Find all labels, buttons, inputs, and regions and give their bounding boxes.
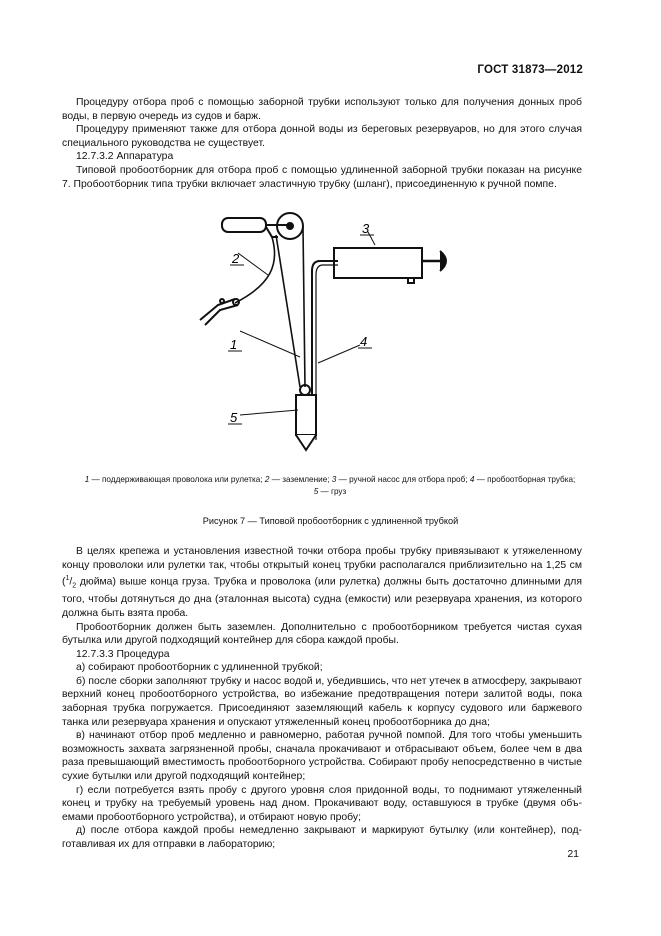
list-item: г) если потребуется взять пробу с другого уровня слоя придонной воды, то поднимают утяжеленный конец и трубку на требуемый уровень над дном. Прокачивают воду, оставшуюся в трубке (двумя объемами пробоотборного устройства), и отбирают новую пробу; <box>62 784 582 823</box>
label-1: 1 <box>230 337 238 352</box>
standard-header: ГОСТ 31873—2012 <box>477 64 583 76</box>
paragraph: Процедуру отбора проб с помощью заборной трубки используют только для получения донных проб воды, в первую очередь из судов и барж. <box>62 97 582 122</box>
leader-2 <box>238 253 268 275</box>
weight <box>296 395 316 435</box>
paragraph: Пробоотборник должен быть заземлен. Дополнительно с пробоотборником требуется чистая сухая бутылка или другой подходящий контейнер для сбора каждой пробы. <box>62 621 582 647</box>
fraction-den: 2 <box>72 582 77 590</box>
legend-text: — заземление; <box>269 475 332 484</box>
label-3: 3 <box>362 221 370 236</box>
section-heading: 12.7.3.2 Аппаратура <box>76 151 174 163</box>
text-run: дюйма) выше конца груза. Трубка и проволока (или рулетка) должны быть достаточно длинными для того, чтобы дотянуться до дна (эталонная высота) судна (емкости) или резервуара хранения, из которого должна быть взята проба. <box>62 576 582 619</box>
sampler-figure <box>160 205 470 470</box>
fraction-slash: / <box>69 576 73 588</box>
label-4: 4 <box>360 334 368 349</box>
paragraph: Процедуру применяют также для отбора донной воды из береговых резервуаров, но для этого случая специального руководства не существует. <box>62 124 582 149</box>
fraction-num: 1 <box>65 575 70 583</box>
section-heading: 12.7.3.3 Процедура <box>76 648 170 660</box>
leader-5 <box>240 410 298 415</box>
paragraph: Типовой пробоотборник для отбора проб с помощью удлиненной заборной трубки показан на рисунке 7. Пробоотборник типа трубки включает эластичную трубку (шланг), присоединенную к ручной помпе. <box>62 164 582 190</box>
paragraph-attach <box>62 545 582 621</box>
legend-text: — пробоотборная трубка; <box>474 475 576 484</box>
intro-text <box>62 96 582 191</box>
figure-legend <box>40 474 620 497</box>
list-item: д) после отбора каждой пробы немедленно закрывают и маркируют бутылку (или контейнер), подготавливая их для отправки в лабораторию; <box>62 825 582 851</box>
legend-num: 3 <box>331 475 337 484</box>
body-text <box>62 545 582 852</box>
ground-cable <box>235 237 275 303</box>
page-number: 21 <box>567 848 579 860</box>
leader-4 <box>318 345 360 363</box>
legend-num: 4 <box>469 475 475 484</box>
label-5: 5 <box>230 410 238 425</box>
reel-handle <box>222 218 266 232</box>
label-2: 2 <box>232 251 240 266</box>
hand-pump <box>334 248 422 278</box>
support-wire <box>303 227 305 387</box>
list-item: а) собирают пробоотборник с удлиненной трубкой; <box>76 662 323 674</box>
text-run: В целях крепежа и установления известной точки отбора пробы трубку привязывают к утяжеленному концу проволоки или рулетки так, чтобы открытый конец трубки располагался приблизительно на 1,25 см ( <box>62 546 582 588</box>
legend-text: — груз <box>318 486 347 496</box>
list-item: б) после сборки заполняют трубку и насос водой и, убедившись, что нет утечек в атмосферу, закрывают верхний конец пробоотборного устройства, во избежание предотвращения потери залитой воды, пока заборная трубка погружается. Присоединяют заземляющий кабель к корпусу судового или баржевого танка или резервуара хранения и опускают утяжеленный конец пробоотборника до дна; <box>62 675 582 728</box>
legend-text: — ручной насос для отбора проб; <box>336 475 470 484</box>
legend-text: — поддерживающая проволока или рулетка; <box>89 475 265 484</box>
figure-title: Рисунок 7 — Типовой пробоотборник с удлиненной трубкой <box>202 516 459 526</box>
list-item: в) начинают отбор проб медленно и равномерно, работая ручной помпой. Для того чтобы уменьшить возможность захвата загрязненной пробы, сначала прокачивают и отбрасывают объем, более чем в два раза превышающий вместимость пробоотборного устройства. Собирают пробу непосредственно в чистые сухие бутылки или другой подходящий контейнер; <box>62 730 582 783</box>
legend-num: 2 <box>264 475 270 484</box>
legend-num: 1 <box>84 475 90 484</box>
legend-num: 5 <box>313 486 319 496</box>
